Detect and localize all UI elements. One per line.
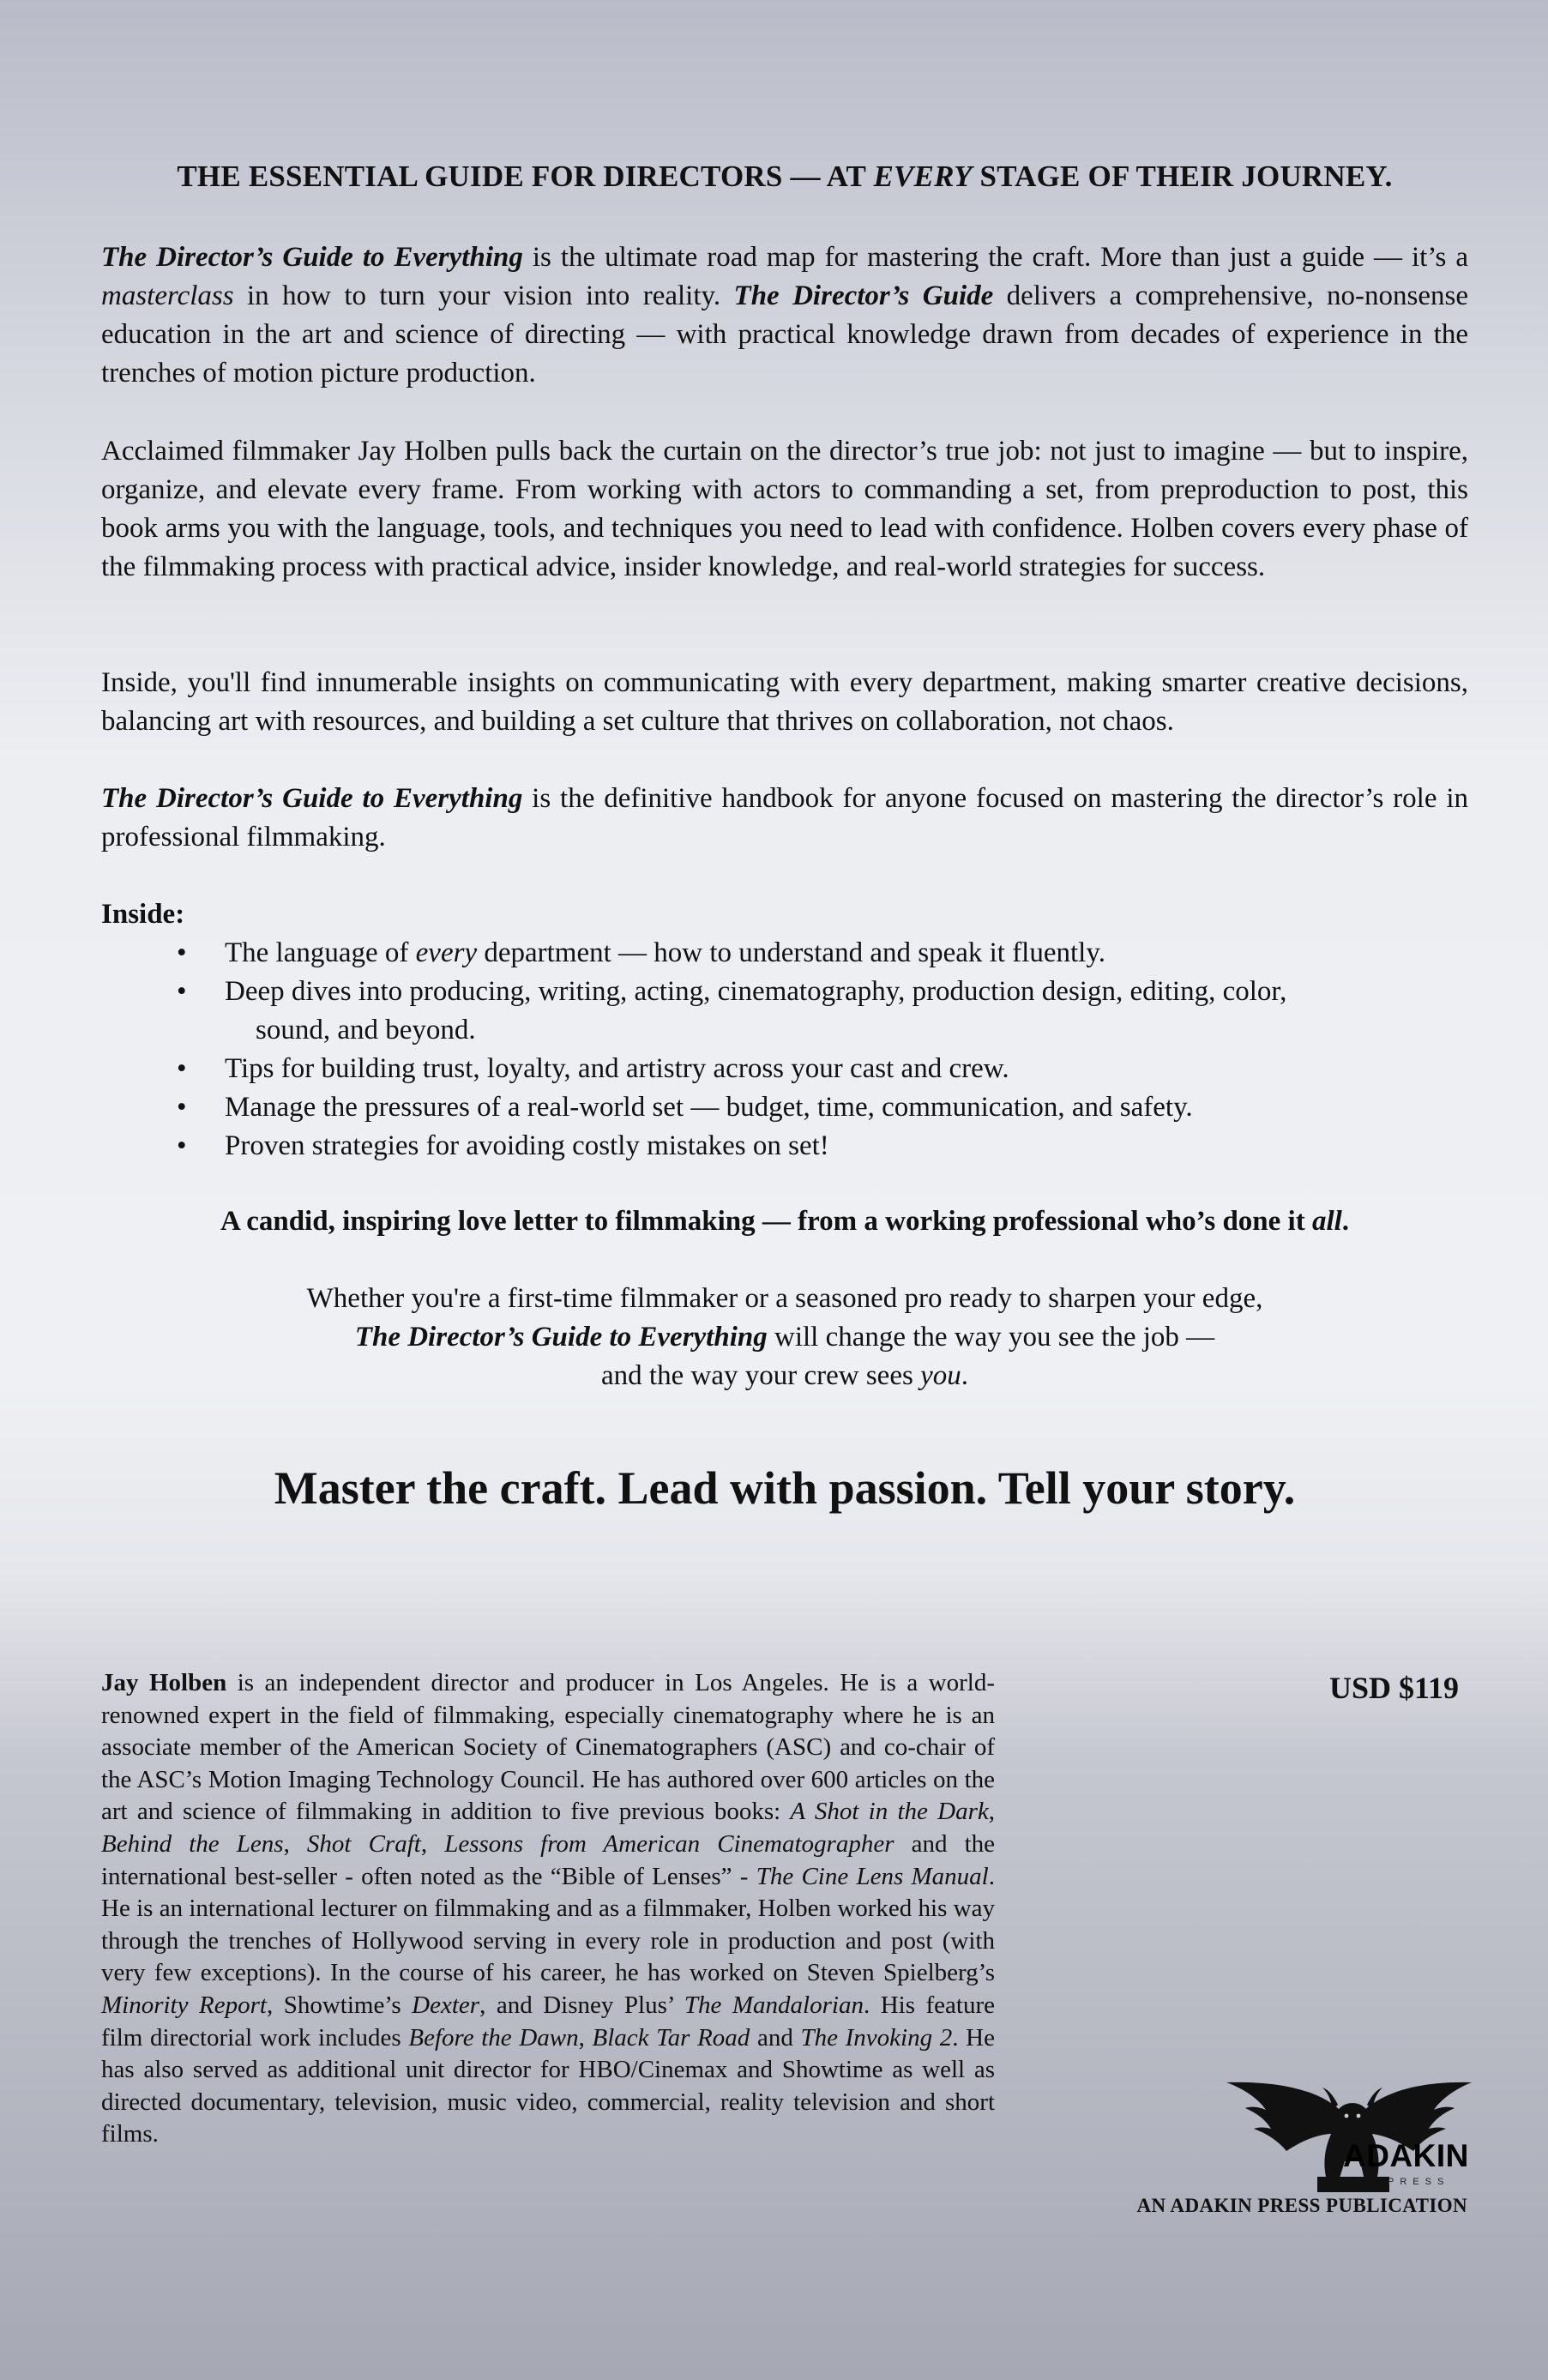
list-item-text: Proven strategies for avoiding costly mistakes on set!	[225, 1130, 829, 1161]
headline-text: THE ESSENTIAL GUIDE FOR DIRECTORS — AT	[177, 160, 874, 193]
whether-text-end: .	[961, 1360, 968, 1391]
work-title: The Mandalorian	[684, 1991, 864, 2019]
whether-text: will change the way you see the job —	[767, 1322, 1215, 1353]
book-title: A Shot in the Dark	[790, 1798, 989, 1826]
intro-text: is the definitive handbook for anyone focused on mastering the director’s role in professional filmmaking.	[101, 783, 1468, 853]
list-item-text: The language of	[225, 937, 416, 968]
author-bio	[101, 1667, 995, 2151]
candid-tagline	[101, 1202, 1468, 1241]
book-title: The Director’s Guide to Everything	[354, 1322, 768, 1353]
whether-block	[101, 1280, 1468, 1395]
bullet-icon: •	[177, 1053, 187, 1084]
bio-text: ,	[420, 1829, 445, 1858]
list-item-text: Manage the pressures of a real-world set — budget, time, communication, and safety.	[225, 1092, 1193, 1123]
publisher-logo	[1225, 2058, 1473, 2196]
film-title: The Invoking 2	[800, 2023, 953, 2052]
author-name: Jay Holben	[101, 1669, 227, 1696]
film-title: Black Tar Road	[592, 2023, 750, 2052]
work-title: Minority Report	[101, 1991, 267, 2019]
inside-heading: Inside:	[101, 899, 185, 930]
intro-paragraph-4	[101, 780, 1468, 857]
bio-text: is an independent director and producer in Los Angeles. He is a world-renowned expert in the field of filmmaking, especially cinematography where he is an associate member of the American Society of Cinematographers (ASC) and co-chair of the ASC’s Motion Imaging Technology Council. He has authored over 600 articles on the art and science of filmmaking in addition to five previous books:	[101, 1669, 995, 1826]
motto: Master the craft. Lead with passion. Tell your story.	[274, 1462, 1296, 1514]
list-item-text-wrap: sound, and beyond.	[256, 1015, 476, 1045]
bio-text: ,	[578, 2023, 593, 2052]
book-title: Lessons from American Cinematographer	[444, 1829, 894, 1858]
headline-text-end: STAGE OF THEIR JOURNEY.	[972, 160, 1393, 193]
headline	[101, 153, 1468, 200]
book-title: The Director’s Guide to Everything	[101, 783, 523, 814]
book-title-short: The Director’s Guide	[733, 280, 994, 311]
inside-list	[101, 934, 1468, 1166]
whether-text: and the way your crew sees	[601, 1360, 921, 1391]
bio-text: . His feature film directorial work includes	[101, 1991, 995, 2052]
list-item-text: Deep dives into producing, writing, acting, cinematography, production design, editing, color,	[225, 976, 1287, 1007]
logo-wordmark: ADAKIN	[1343, 2138, 1469, 2173]
headline-emphasis: EVERY	[873, 160, 973, 193]
gargoyle-icon	[1225, 2058, 1473, 2196]
work-title: Dexter	[412, 1991, 480, 2019]
intro-text: delivers a comprehensive, no-nonsense education in the art and science of directing — with practical knowledge drawn from decades of experience in the trenches of motion picture production.	[101, 280, 1468, 389]
book-title: The Director’s Guide to Everything	[101, 242, 523, 273]
logo-subtitle: PRESS	[1388, 2177, 1450, 2187]
intro-text: in how to turn your vision into reality.	[233, 280, 734, 311]
list-item	[101, 973, 1468, 1050]
list-item	[101, 934, 1468, 973]
bio-text: . He is an international lecturer on filmmaking and as a filmmaker, Holben worked his way through the trenches of Hollywood serving in every role in production and post (with very few exceptions). In the course of his career, he has worked on Steven Spielberg’s	[101, 1862, 995, 1987]
price-label: USD $119	[1328, 1671, 1459, 1705]
list-item-text: Tips for building trust, loyalty, and artistry across your cast and crew.	[225, 1053, 1009, 1084]
candid-emphasis: all	[1311, 1206, 1342, 1237]
publisher-line: AN ADAKIN PRESS PUBLICATION	[1136, 2195, 1467, 2216]
bullet-icon: •	[177, 1092, 187, 1123]
bio-text: ,	[988, 1798, 995, 1826]
list-item-emphasis: every	[415, 937, 478, 968]
list-item	[101, 1127, 1468, 1166]
bio-text: , Showtime’s	[266, 1991, 413, 2019]
you-emphasis: you	[920, 1360, 961, 1391]
bullet-icon: •	[177, 1130, 187, 1161]
intro-paragraph-1	[101, 238, 1468, 393]
list-item	[101, 1088, 1468, 1127]
book-title: The Cine Lens Manual	[756, 1862, 989, 1890]
intro-text: is the ultimate road map for mastering the craft. More than just a guide — it’s a	[522, 242, 1468, 273]
bio-text: ,	[283, 1829, 307, 1858]
book-title: Behind the Lens	[101, 1829, 284, 1858]
intro-paragraph-2: Acclaimed filmmaker Jay Holben pulls back the curtain on the director’s true job: not just to imagine — but to inspire, organize, and elevate every frame. From working with actors to commanding a set, from preproduction to post, this book arms you with the language, tools, and techniques you need to lead with confidence. Holben covers every phase of the filmmaking process with practical advice, insider knowledge, and real-world strategies for success.	[101, 436, 1468, 582]
bio-text: . He has also served as additional unit director for HBO/Cinemax and Showtime as well as directed documentary, television, music video, commercial, reality television and short films.	[101, 2023, 995, 2148]
film-title: Before the Dawn	[408, 2023, 579, 2052]
whether-line-2	[101, 1318, 1468, 1357]
book-title: Shot Craft	[306, 1829, 421, 1858]
bio-text: and	[750, 2023, 801, 2052]
list-item	[101, 1050, 1468, 1088]
intro-paragraph-3: Inside, you'll find innumerable insights on communicating with every department, making smarter creative decisions, balancing art with resources, and building a set culture that thrives on collaboration, not chaos.	[101, 667, 1468, 737]
candid-text-end: .	[1341, 1206, 1350, 1237]
candid-text: A candid, inspiring love letter to filmmaking — from a working professional who’s done it	[220, 1206, 1312, 1237]
bio-text: , and Disney Plus’	[479, 1991, 684, 2019]
bio-text: and the international best-seller - often noted as the “Bible of Lenses” -	[101, 1829, 996, 1890]
bullet-icon: •	[177, 937, 187, 968]
whether-line-3	[101, 1357, 1468, 1395]
list-item-text: department — how to understand and speak it fluently.	[477, 937, 1105, 968]
bullet-icon: •	[177, 976, 187, 1007]
whether-line-1: Whether you're a first-time filmmaker or a seasoned pro ready to sharpen your edge,	[306, 1283, 1263, 1314]
masterclass-emphasis: masterclass	[101, 280, 234, 311]
